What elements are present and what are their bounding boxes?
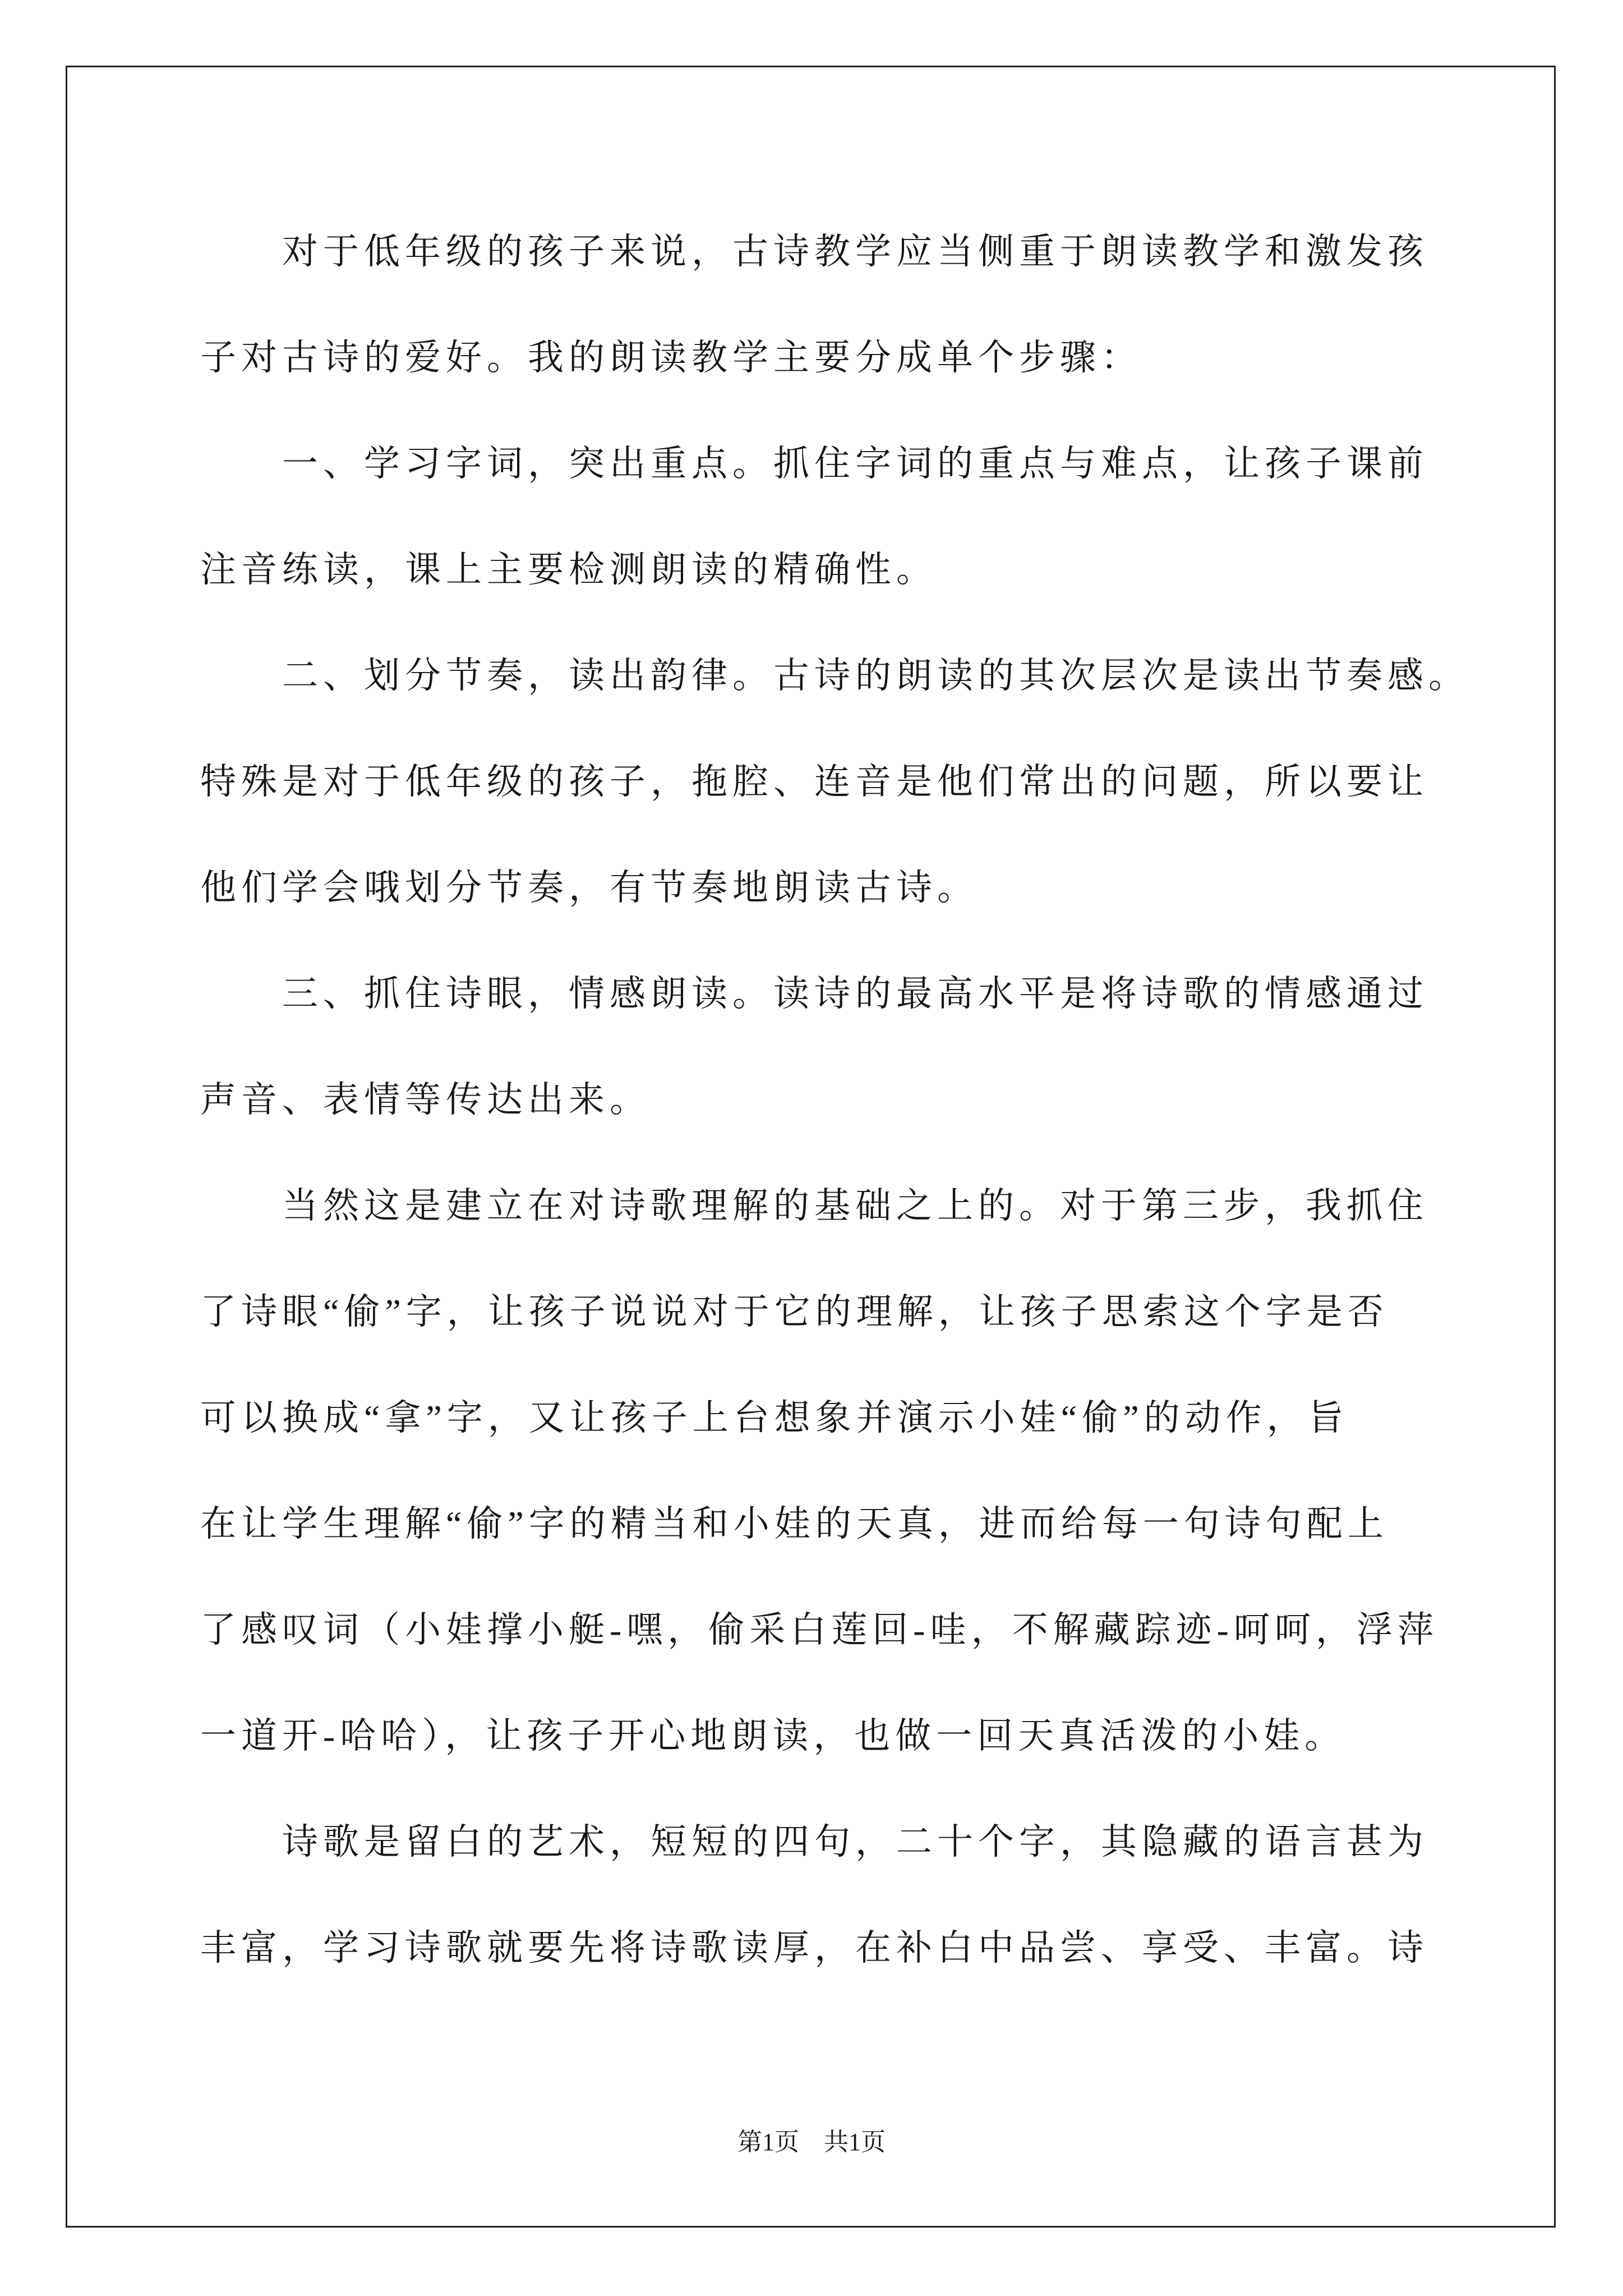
paragraph [200, 199, 1507, 411]
text-line: 二、划分节奏，读出韵律。古诗的朗读的其次层次是读出节奏感。 [282, 656, 1469, 696]
text-line: 当然这是建立在对诗歌理解的基础之上的。对于第三步，我抓住 [282, 1186, 1428, 1226]
paragraph [200, 623, 1507, 941]
text-line: 注音练读，课上主要检测朗读的精确性。 [200, 550, 937, 590]
text-line: 在让学生理解“偷”字的精当和小娃的天真，进而给每一句诗句配上 [200, 1504, 1389, 1544]
text-line: 特殊是对于低年级的孩子，拖腔、连音是他们常出的问题，所以要让 [200, 762, 1428, 802]
page-number: 第1页 [737, 2128, 799, 2156]
text-line: 诗歌是留白的艺术，短短的四句，二十个字，其隐藏的语言甚为 [282, 1822, 1428, 1862]
text-line: 了感叹词（小娃撑小艇-嘿，偷采白莲回-哇，不解藏踪迹-呵呵，浮萍 [200, 1610, 1438, 1650]
text-line: 一道开-哈哈），让孩子开心地朗读，也做一回天真活泼的小娃。 [200, 1716, 1346, 1756]
text-line: 声音、表情等传达出来。 [200, 1080, 651, 1120]
paragraph [200, 941, 1507, 1153]
text-line: 子对古诗的爱好。我的朗读教学主要分成单个步骤： [200, 338, 1142, 378]
text-line: 他们学会哦划分节奏，有节奏地朗读古诗。 [200, 868, 978, 908]
text-line: 三、抓住诗眼，情感朗读。读诗的最高水平是将诗歌的情感通过 [282, 974, 1428, 1014]
text-line: 可以换成“拿”字，又让孩子上台想象并演示小娃“偷”的动作，旨 [200, 1398, 1349, 1438]
paragraph [200, 1789, 1507, 2001]
paragraph [200, 1153, 1507, 1789]
document-body [200, 199, 1507, 2001]
page-footer [0, 2129, 1623, 2155]
text-line: 对于低年级的孩子来说，古诗教学应当侧重于朗读教学和激发孩 [282, 232, 1428, 272]
paragraph [200, 411, 1507, 623]
page-total: 共1页 [824, 2128, 886, 2156]
text-line: 一、学习字词，突出重点。抓住字词的重点与难点，让孩子课前 [282, 444, 1428, 484]
text-line: 丰富，学习诗歌就要先将诗歌读厚，在补白中品尝、享受、丰富。诗 [200, 1928, 1428, 1968]
text-line: 了诗眼“偷”字，让孩子说说对于它的理解，让孩子思索这个字是否 [200, 1292, 1389, 1332]
